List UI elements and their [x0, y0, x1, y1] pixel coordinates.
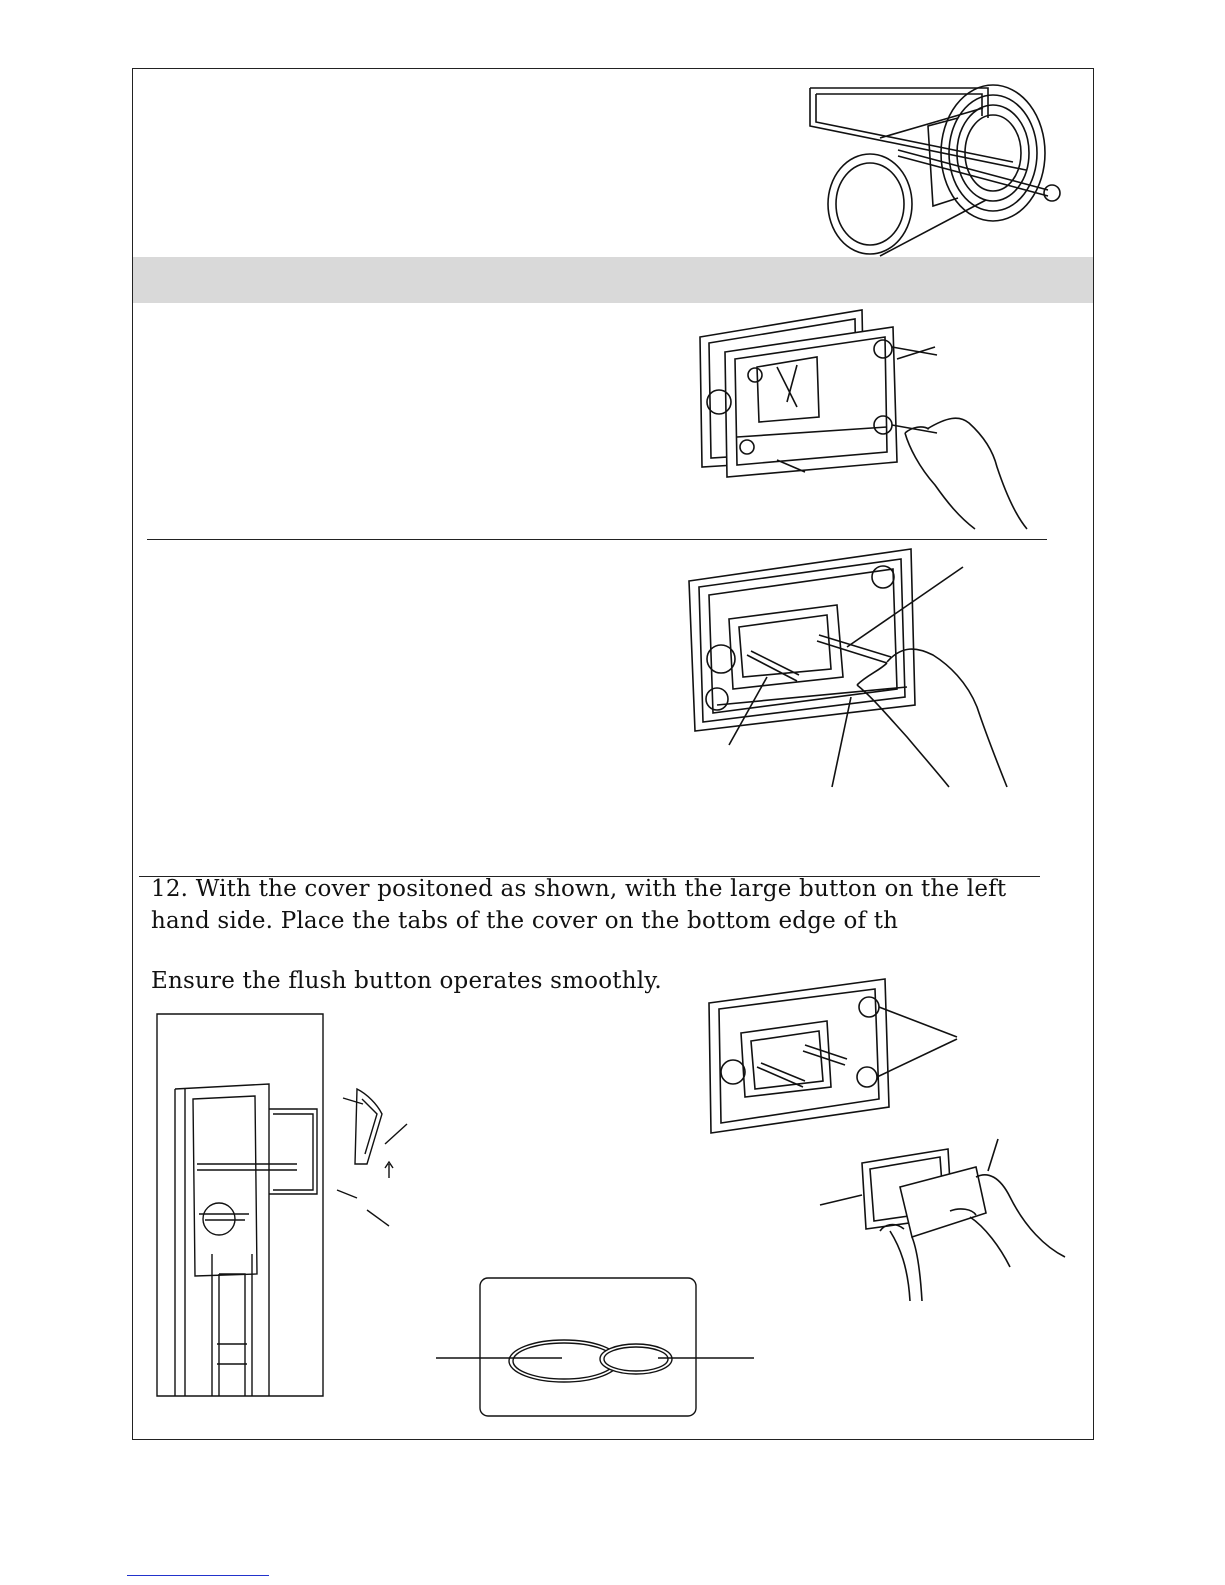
section-header-band	[133, 257, 1093, 303]
flush-plate-front-illustration	[436, 1276, 756, 1418]
cistern-cross-section-illustration	[157, 1014, 427, 1396]
frame-fitting-illustration	[697, 307, 1027, 532]
small-flush-button	[600, 1344, 672, 1374]
back-plate-illustration	[707, 977, 967, 1137]
cover-plate-fitting-illustration	[820, 1137, 1070, 1301]
footer-underline	[127, 1575, 269, 1576]
step-12-text-line-3: Ensure the flush button operates smoothly.	[151, 968, 662, 994]
step-12-text-line-1: 12. With the cover positoned as shown, with the large button on the left	[151, 876, 1007, 902]
push-rod-fitting-illustration	[687, 547, 1017, 797]
divider-upper	[147, 539, 1047, 540]
step-12-text-line-2: hand side. Place the tabs of the cover on the bottom edge of th	[151, 908, 899, 934]
pipe-cutting-illustration	[808, 78, 1068, 258]
